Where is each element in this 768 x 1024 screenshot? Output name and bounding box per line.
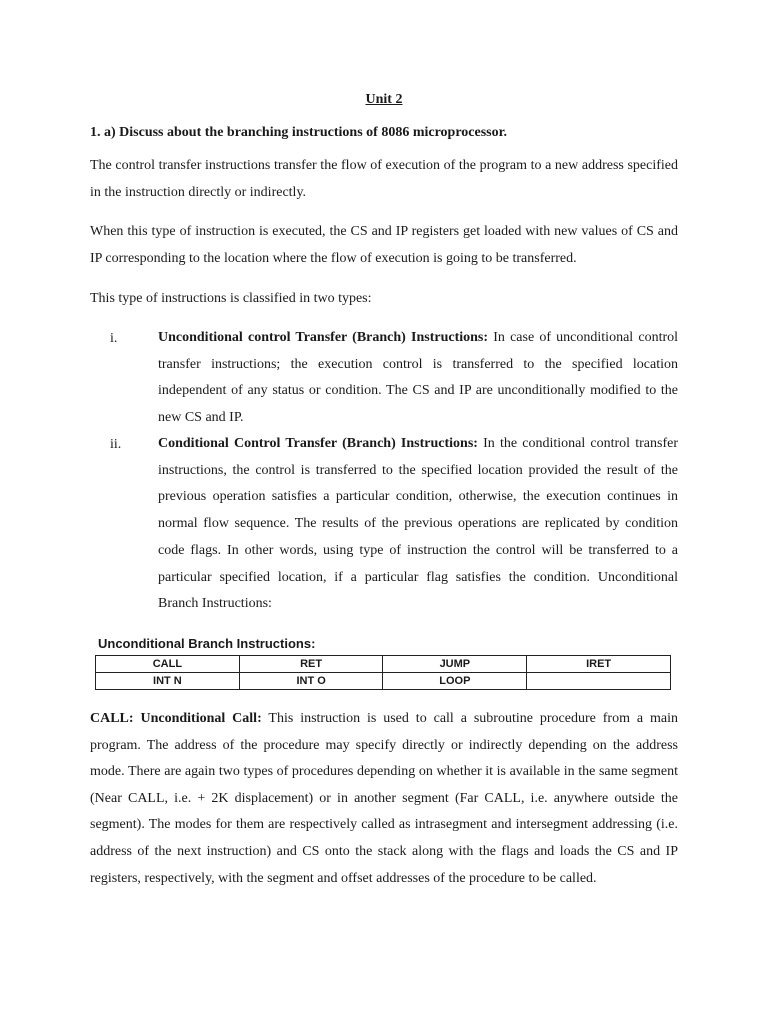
- list-item-term: Unconditional control Transfer (Branch) Instructions:: [158, 330, 489, 345]
- table-cell: [527, 673, 671, 690]
- list-numeral: ii.: [110, 437, 122, 452]
- table-cell: INT O: [239, 673, 383, 690]
- paragraph-classification: This type of instructions is classified in two types:: [90, 291, 372, 306]
- paragraph-intro: The control transfer instructions transfer the flow of execution of the program to a new address specified in the instruction directly or indirectly.: [90, 158, 678, 200]
- list-item-body: [158, 325, 678, 432]
- paragraph-call: [90, 706, 678, 892]
- list-numeral: i.: [110, 331, 118, 346]
- table-caption: Unconditional Branch Instructions:: [98, 636, 316, 651]
- list-item-text: In case of unconditional control transfer instructions; the execution control is transferred to the specified location independent of any status or condition. The CS and IP are unconditionally modified to the new CS and IP.: [158, 330, 679, 426]
- table-row: [96, 656, 671, 673]
- list-item-body: [158, 431, 678, 618]
- list-item-text: In the conditional control transfer instructions, the control is transferred to the specified location provided the result of the previous operation satisfies a particular condition, otherwise, the execution continues in normal flow sequence. The results of the previous operations are replicated by condition code flags. In other words, using type of instruction the control will be transferred to a particular specified location, if a particular flag satisfies the condition. Unconditional Branch Instructions:: [158, 436, 678, 612]
- branch-instructions-table-block: [95, 636, 671, 690]
- call-term: CALL: Unconditional Call:: [90, 711, 262, 726]
- table-cell: INT N: [96, 673, 240, 690]
- table-cell: RET: [239, 656, 383, 673]
- table-cell: CALL: [96, 656, 240, 673]
- branch-instructions-table: [95, 655, 671, 690]
- paragraph-registers: When this type of instruction is executed, the CS and IP registers get loaded with new values of CS and IP corresponding to the location where the flow of execution is going to be transferred.: [90, 224, 678, 266]
- question-heading: 1. a) Discuss about the branching instructions of 8086 microprocessor.: [90, 125, 508, 140]
- table-cell: LOOP: [383, 673, 527, 690]
- table-cell: JUMP: [383, 656, 527, 673]
- unit-title: Unit 2: [365, 92, 403, 107]
- table-cell: IRET: [527, 656, 671, 673]
- list-item-term: Conditional Control Transfer (Branch) Instructions:: [158, 436, 478, 451]
- call-text: This instruction is used to call a subroutine procedure from a main program. The address of the procedure may specify directly or indirectly depending on the address mode. There are again two types of procedures depending on whether it is available in the same segment (Near CALL, i.e. + 2K displacement) or in another segment (Far CALL, i.e. anywhere outside the segment). The modes for them are respectively called as intrasegment and intersegment addressing (i.e. address of the next instruction) and CS onto the stack along with the flags and loads the CS and IP registers, respectively, with the segment and offset addresses of the procedure to be called.: [90, 711, 678, 886]
- table-row: [96, 673, 671, 690]
